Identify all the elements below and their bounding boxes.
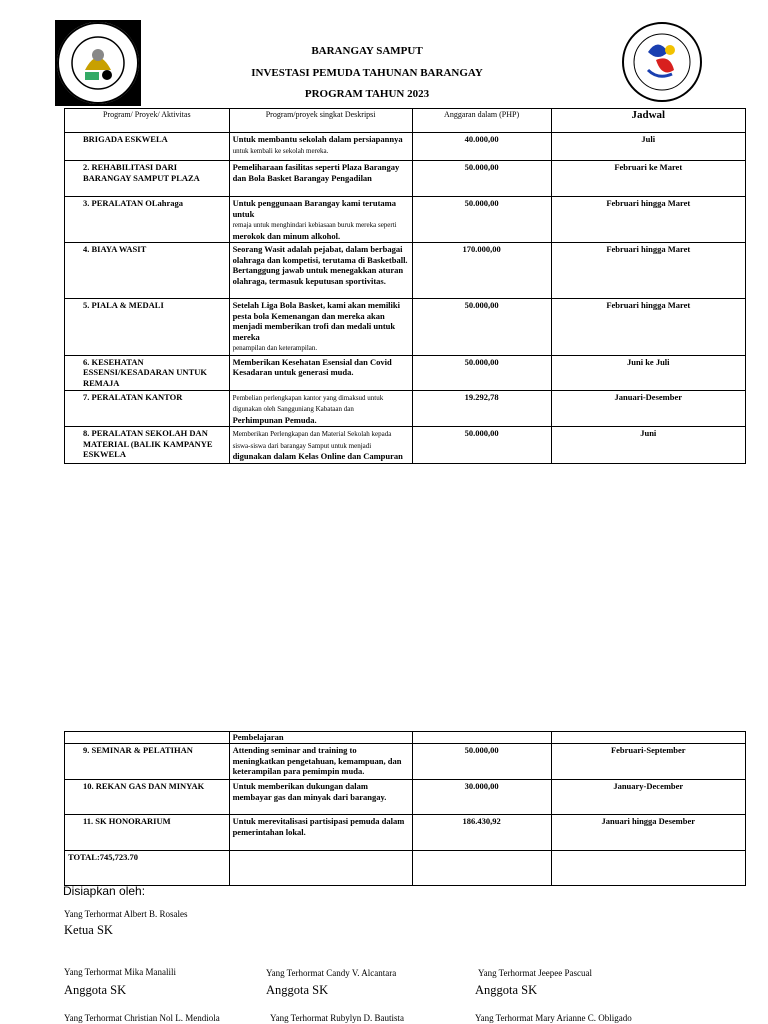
description-cell: Memberikan Perlengkapan dan Material Sekolah kepada siswa-siswa dari barangay Samput untuk menjadi digunakan dalam Kelas Online dan Campuran	[229, 427, 412, 464]
header-title: INVESTASI PEMUDA TAHUNAN BARANGAY	[251, 67, 483, 79]
schedule-cell: Februari hingga Maret	[551, 299, 745, 356]
schedule-cell: Februari-September	[551, 744, 745, 780]
schedule-cell: Juni ke Juli	[551, 355, 745, 390]
budget-cell: 40.000,00	[412, 133, 551, 161]
table-row	[65, 815, 746, 851]
program-cell: 4. BIAYA WASIT	[65, 243, 230, 299]
budget-cell: 50.000,00	[412, 197, 551, 243]
chair-role: Ketua SK	[64, 923, 113, 937]
schedule-cell: Januari-Desember	[551, 390, 745, 427]
header-barangay: BARANGAY SAMPUT	[311, 45, 423, 57]
table-row-total	[65, 851, 746, 886]
program-table-page1	[64, 108, 746, 464]
member-role: Anggota SK	[266, 983, 329, 997]
schedule-cell: Februari hingga Maret	[551, 197, 745, 243]
program-cell	[65, 732, 230, 744]
barangay-seal-logo	[55, 20, 141, 106]
description-cell: Attending seminar and training to meningkatkan pengetahuan, kemampuan, dan keterampilan para pemimpin muda.	[229, 744, 412, 780]
table-row	[65, 780, 746, 815]
column-header-schedule: Jadwal	[551, 109, 745, 133]
table-row	[65, 390, 746, 427]
budget-cell: 50.000,00	[412, 355, 551, 390]
table-row	[65, 744, 746, 780]
member-name: Yang Terhormat Jeepee Pascual	[478, 968, 593, 978]
schedule-cell: Januari hingga Desember	[551, 815, 745, 851]
schedule-cell	[551, 732, 745, 744]
budget-cell: 50.000,00	[412, 299, 551, 356]
budget-cell: 170.000,00	[412, 243, 551, 299]
program-cell: 6. KESEHATAN ESSENSI/KESADARAN UNTUK REMAJA	[65, 355, 230, 390]
table-row	[65, 133, 746, 161]
program-cell: 10. REKAN GAS DAN MINYAK	[65, 780, 230, 815]
table-row	[65, 355, 746, 390]
budget-cell: 50.000,00	[412, 161, 551, 197]
program-table-page2	[64, 731, 746, 886]
schedule-cell: Februari hingga Maret	[551, 243, 745, 299]
column-header-budget: Anggaran dalam (PHP)	[412, 109, 551, 133]
description-cell: Memberikan Kesehatan Esensial dan Covid Kesadaran untuk generasi muda.	[229, 355, 412, 390]
schedule-cell: January-December	[551, 780, 745, 815]
description-cell: Setelah Liga Bola Basket, kami akan memiliki pesta bola Kemenangan dan mereka akan menjadi memberikan trofi dan medali untuk mereka penampilan dan keterampilan.	[229, 299, 412, 356]
program-cell: 3. PERALATAN OLahraga	[65, 197, 230, 243]
schedule-cell	[551, 851, 745, 886]
program-cell: BRIGADA ESKWELA	[65, 133, 230, 161]
schedule-cell: Juni	[551, 427, 745, 464]
prepared-by-label: Disiapkan oleh:	[63, 884, 146, 898]
description-cell	[229, 851, 412, 886]
program-cell: 9. SEMINAR & PELATIHAN	[65, 744, 230, 780]
budget-cell: 30.000,00	[412, 780, 551, 815]
description-cell: Untuk memberikan dukungan dalam membayar gas dan minyak dari barangay.	[229, 780, 412, 815]
budget-cell: 186.430,92	[412, 815, 551, 851]
member-name: Yang Terhormat Rubylyn D. Bautista	[270, 1013, 405, 1023]
member-name: Yang Terhormat Mary Arianne C. Obligado	[475, 1013, 632, 1023]
description-cell: Pembelian perlengkapan kantor yang dimaksud untuk digunakan oleh Sangguniang Kabataan dan Perhimpunan Pemuda.	[229, 390, 412, 427]
budget-cell: 19.292,78	[412, 390, 551, 427]
table-header-row	[65, 109, 746, 133]
description-cell: Pembelajaran	[229, 732, 412, 744]
description-cell: Untuk merevitalisasi partisipasi pemuda dalam pemerintahan lokal.	[229, 815, 412, 851]
table-row	[65, 732, 746, 744]
program-cell: 8. PERALATAN SEKOLAH DAN MATERIAL (BALIK KAMPANYE ESKWELA	[65, 427, 230, 464]
budget-cell	[412, 732, 551, 744]
member-name: Yang Terhormat Candy V. Alcantara	[266, 968, 397, 978]
program-cell: 7. PERALATAN KANTOR	[65, 390, 230, 427]
table-row	[65, 299, 746, 356]
sangguniang-kabataan-logo	[618, 22, 706, 102]
chair-name: Yang Terhormat Albert B. Rosales	[64, 909, 188, 919]
schedule-cell: Juli	[551, 133, 745, 161]
budget-cell: 50.000,00	[412, 744, 551, 780]
description-cell: Seorang Wasit adalah pejabat, dalam berbagai olahraga dan kompetisi, terutama di Basketball. Bertanggung jawab untuk menegakkan aturan olahraga, termasuk keputusan sportivitas.	[229, 243, 412, 299]
member-name: Yang Terhormat Mika Manalili	[64, 967, 177, 977]
member-role: Anggota SK	[475, 983, 538, 997]
budget-cell: 50.000,00	[412, 427, 551, 464]
table-row	[65, 243, 746, 299]
program-cell: 5. PIALA & MEDALI	[65, 299, 230, 356]
budget-cell	[412, 851, 551, 886]
table-row	[65, 427, 746, 464]
table-row	[65, 197, 746, 243]
header-year: PROGRAM TAHUN 2023	[304, 88, 430, 100]
total-cell: TOTAL:745,723.70	[65, 851, 230, 886]
column-header-description: Program/proyek singkat Deskripsi	[229, 109, 412, 133]
program-cell: 11. SK HONORARIUM	[65, 815, 230, 851]
description-cell: Untuk penggunaan Barangay kami terutama untuk remaja untuk menghindari kebiasaan buruk mereka seperti merokok dan minum alkohol.	[229, 197, 412, 243]
member-role: Anggota SK	[64, 983, 127, 997]
table-row	[65, 161, 746, 197]
program-cell: 2. REHABILITASI DARI BARANGAY SAMPUT PLAZA	[65, 161, 230, 197]
schedule-cell: Februari ke Maret	[551, 161, 745, 197]
column-header-program: Program/ Proyek/ Aktivitas	[65, 109, 230, 133]
description-cell: Pemeliharaan fasilitas seperti Plaza Barangay dan Bola Basket Barangay Pengadilan	[229, 161, 412, 197]
member-name: Yang Terhormat Christian Nol L. Mendiola	[64, 1013, 220, 1023]
description-cell: Untuk membantu sekolah dalam persiapannya untuk kembali ke sekolah mereka.	[229, 133, 412, 161]
